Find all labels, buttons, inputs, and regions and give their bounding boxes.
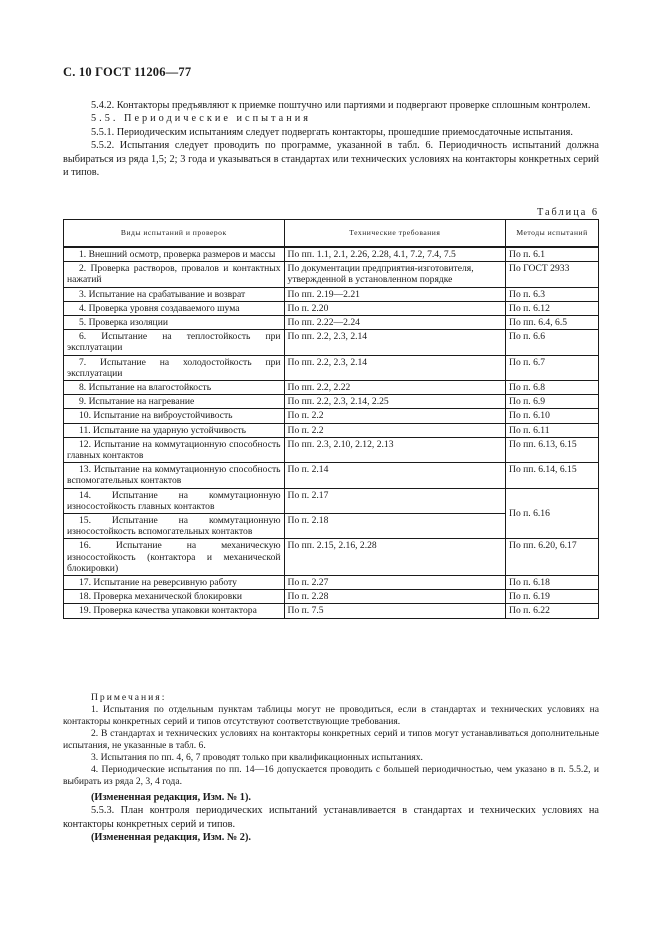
intro-text <box>63 99 599 179</box>
method-cell: По ГОСТ 2933 <box>506 262 599 287</box>
test-cell: 19. Проверка качества упаковки контактора <box>64 604 285 618</box>
table-row <box>64 463 599 488</box>
note-item: 1. Испытания по отдельным пунктам таблицы могут не проводиться, если в стандартах и технических условиях на контакторы конкретных серий и типов отсутствуют соответствующие требования. <box>63 704 599 727</box>
requirement-cell: По пп. 2.2, 2.3, 2.14 <box>284 330 506 355</box>
test-cell: 3. Испытание на срабатывание и возврат <box>64 287 285 301</box>
requirement-cell: По пп. 1.1, 2.1, 2.26, 2.28, 4.1, 7.2, 7.4, 7.5 <box>284 247 506 262</box>
method-cell: По п. 6.18 <box>506 576 599 590</box>
requirement-cell: По п. 2.14 <box>284 463 506 488</box>
method-cell: По п. 6.7 <box>506 355 599 380</box>
test-cell: 9. Испытание на нагревание <box>64 395 285 409</box>
requirement-cell: По документации предприятия-изготовителя, утвержденной в установленном порядке <box>284 262 506 287</box>
test-cell: 5. Проверка изоляции <box>64 316 285 330</box>
requirement-cell: По пп. 2.2, 2.3, 2.14 <box>284 355 506 380</box>
method-cell-merged: По п. 6.16 <box>506 488 599 539</box>
table-row <box>64 437 599 462</box>
note-item: 3. Испытания по пп. 4, 6, 7 проводят только при квалификационных испытаниях. <box>91 752 423 763</box>
test-cell: 1. Внешний осмотр, проверка размеров и массы <box>64 247 285 262</box>
requirement-cell: По пп. 2.3, 2.10, 2.12, 2.13 <box>284 437 506 462</box>
requirement-cell: По п. 7.5 <box>284 604 506 618</box>
method-cell: По п. 6.9 <box>506 395 599 409</box>
paragraph-5-4-2: 5.4.2. Контакторы предъявляют к приемке поштучно или партиями и подвергают проверке сплошным контролем. <box>91 100 591 111</box>
table-row <box>64 330 599 355</box>
requirement-cell: По п. 2.27 <box>284 576 506 590</box>
edit-note-2: (Измененная редакция, Изм. № 2). <box>91 832 251 844</box>
test-cell: 2. Проверка растворов, провалов и контактных нажатий <box>64 262 285 287</box>
table-6 <box>63 219 599 619</box>
method-cell: По п. 6.19 <box>506 590 599 604</box>
table-row <box>64 247 599 262</box>
test-cell: 17. Испытание на реверсивную работу <box>64 576 285 590</box>
test-cell: 8. Испытание на влагостойкость <box>64 381 285 395</box>
method-cell: По п. 6.1 <box>506 247 599 262</box>
method-cell: По п. 6.6 <box>506 330 599 355</box>
column-header-methods: Методы испытаний <box>506 220 599 248</box>
page-header: С. 10 ГОСТ 11206—77 <box>63 65 192 79</box>
method-cell: По пп. 6.4, 6.5 <box>506 316 599 330</box>
requirement-cell: По пп. 2.22—2.24 <box>284 316 506 330</box>
test-cell: 4. Проверка уровня создаваемого шума <box>64 301 285 315</box>
test-cell: 10. Испытание на виброустойчивость <box>64 409 285 423</box>
table-row <box>64 301 599 315</box>
requirement-cell: По п. 2.18 <box>284 514 506 539</box>
test-cell: 13. Испытание на коммутационную способность вспомогательных контактов <box>64 463 285 488</box>
requirement-cell: По п. 2.20 <box>284 301 506 315</box>
column-header-requirements: Технические требования <box>284 220 506 248</box>
paragraph-5-5-1: 5.5.1. Периодическим испытаниям следует подвергать контакторы, прошедшие приемосдаточные испытания. <box>91 126 573 138</box>
requirement-cell: По п. 2.2 <box>284 409 506 423</box>
edit-note-1: (Измененная редакция, Изм. № 1). <box>91 792 251 803</box>
requirement-cell: По п. 2.28 <box>284 590 506 604</box>
table-row <box>64 539 599 576</box>
table-row <box>64 604 599 618</box>
column-header-tests: Виды испытаний и проверок <box>64 220 285 248</box>
test-cell: 16. Испытание на механическую износостойкость (контактора и механической блокировки) <box>64 539 285 576</box>
requirement-cell: По пп. 2.2, 2.3, 2.14, 2.25 <box>284 395 506 409</box>
method-cell: По пп. 6.13, 6.15 <box>506 437 599 462</box>
method-cell: По п. 6.12 <box>506 301 599 315</box>
method-cell: По п. 6.8 <box>506 381 599 395</box>
method-cell: По п. 6.10 <box>506 409 599 423</box>
table-row <box>64 355 599 380</box>
paragraph-5-5-3: 5.5.3. План контроля периодических испытаний устанавливается в стандартах и технических условиях на контакторы конкретных серий и типов. <box>63 805 599 830</box>
test-cell: 18. Проверка механической блокировки <box>64 590 285 604</box>
requirement-cell: По п. 2.17 <box>284 488 506 513</box>
table-row <box>64 395 599 409</box>
test-cell: 6. Испытание на теплостойкость при эксплуатации <box>64 330 285 355</box>
test-cell: 14. Испытание на коммутационную износостойкость главных контактов <box>64 488 285 513</box>
method-cell: По п. 6.3 <box>506 287 599 301</box>
method-cell: По пп. 6.20, 6.17 <box>506 539 599 576</box>
table-row <box>64 590 599 604</box>
notes-title: Примечания: <box>91 692 167 703</box>
section-heading-5-5: 5.5. Периодические испытания <box>91 113 311 125</box>
note-item: 4. Периодические испытания по пп. 14—16 допускается проводить с большей периодичностью, чем указано в п. 5.5.2, и выбирать из ряда 2, 3, 4 года. <box>63 764 599 787</box>
test-cell: 15. Испытание на коммутационную износостойкость вспомогательных контактов <box>64 514 285 539</box>
requirement-cell: По пп. 2.19—2.21 <box>284 287 506 301</box>
table-row <box>64 488 599 513</box>
method-cell: По пп. 6.14, 6.15 <box>506 463 599 488</box>
table-caption: Таблица 6 <box>536 207 599 218</box>
table-row <box>64 381 599 395</box>
table-row <box>64 262 599 287</box>
table-row <box>64 409 599 423</box>
test-cell: 12. Испытание на коммутационную способность главных контактов <box>64 437 285 462</box>
requirement-cell: По пп. 2.15, 2.16, 2.28 <box>284 539 506 576</box>
note-item: 2. В стандартах и технических условиях на контакторы конкретных серий и типов могут устанавливаться дополнительные испытания, не указанные в табл. 6. <box>63 728 599 751</box>
requirement-cell: По п. 2.2 <box>284 423 506 437</box>
table-row <box>64 316 599 330</box>
table-row <box>64 287 599 301</box>
paragraph-5-5-2: 5.5.2. Испытания следует проводить по программе, указанной в табл. 6. Периодичность испытаний должна выбираться из ряда 1,5; 2; 3 года и указываться в стандартах или технических условиях на контакторы конкретных серий и типов. <box>63 140 599 179</box>
method-cell: По п. 6.11 <box>506 423 599 437</box>
table-header-row <box>64 220 599 248</box>
footer-text <box>63 791 599 845</box>
notes-section <box>63 692 599 788</box>
table-row <box>64 423 599 437</box>
method-cell: По п. 6.22 <box>506 604 599 618</box>
requirement-cell: По пп. 2.2, 2.22 <box>284 381 506 395</box>
test-cell: 7. Испытание на холодостойкость при эксплуатации <box>64 355 285 380</box>
table-row <box>64 576 599 590</box>
test-cell: 11. Испытание на ударную устойчивость <box>64 423 285 437</box>
